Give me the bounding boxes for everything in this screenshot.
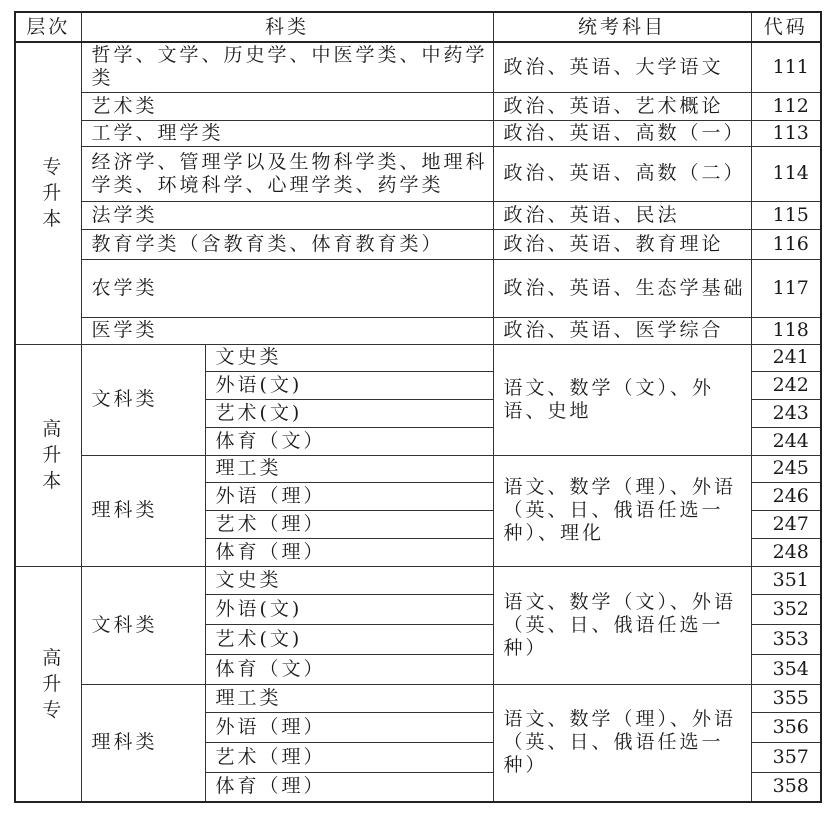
level-char: 本 xyxy=(42,470,65,492)
code-cell: 114 xyxy=(751,146,821,201)
category-cell: 艺术类 xyxy=(81,92,493,120)
level-char: 升 xyxy=(42,182,65,205)
subcategory-cell: 体育（文） xyxy=(205,427,493,455)
code-cell: 115 xyxy=(751,201,821,229)
code-cell: 241 xyxy=(751,344,821,371)
category-cell: 法学类 xyxy=(81,201,493,229)
table-row xyxy=(15,684,821,712)
table-row xyxy=(15,146,821,201)
subcategory-cell: 文史类 xyxy=(205,566,493,594)
group-wen: 文科类 xyxy=(81,344,205,455)
level-char: 升 xyxy=(42,672,65,695)
subcategory-cell: 体育（理） xyxy=(205,538,493,566)
table-row xyxy=(15,455,821,482)
level-char: 本 xyxy=(42,208,65,231)
table-row xyxy=(15,229,821,259)
level-char: 专 xyxy=(42,156,65,179)
category-cell: 农学类 xyxy=(81,259,493,317)
subcategory-cell: 体育（理） xyxy=(205,772,493,802)
code-cell: 246 xyxy=(751,482,821,510)
code-cell: 244 xyxy=(751,427,821,455)
group-li: 理科类 xyxy=(81,684,205,802)
subcategory-cell: 理工类 xyxy=(205,455,493,482)
subcategory-cell: 外语(文) xyxy=(205,594,493,624)
exam-cell: 政治、英语、医学综合 xyxy=(493,317,751,344)
subcategory-cell: 体育（文） xyxy=(205,654,493,684)
table-row xyxy=(15,120,821,146)
category-cell: 经济学、管理学以及生物科学类、地理科学类、环境科学、心理学类、药学类 xyxy=(81,146,493,201)
subcategory-cell: 外语（理） xyxy=(205,482,493,510)
code-cell: 111 xyxy=(751,42,821,92)
exam-cell: 政治、英语、艺术概论 xyxy=(493,92,751,120)
code-cell: 357 xyxy=(751,742,821,772)
code-cell: 118 xyxy=(751,317,821,344)
level-zsb xyxy=(15,42,81,344)
exam-cell: 政治、英语、生态学基础 xyxy=(493,259,751,317)
exam-cell: 政治、英语、教育理论 xyxy=(493,229,751,259)
exam-cell: 政治、英语、高数（一） xyxy=(493,120,751,146)
code-cell: 117 xyxy=(751,259,821,317)
category-cell: 教育学类（含教育类、体育教育类） xyxy=(81,229,493,259)
level-char: 高 xyxy=(42,418,65,440)
code-cell: 112 xyxy=(751,92,821,120)
code-cell: 247 xyxy=(751,510,821,538)
level-char: 升 xyxy=(42,444,65,466)
exam-cell: 政治、英语、民法 xyxy=(493,201,751,229)
code-cell: 242 xyxy=(751,371,821,399)
code-cell: 352 xyxy=(751,594,821,624)
exam-cell: 语文、数学（理）、外语（英、日、俄语任选一种） xyxy=(493,684,751,802)
code-cell: 353 xyxy=(751,624,821,654)
header-level: 层次 xyxy=(15,12,81,42)
table-row xyxy=(15,92,821,120)
code-cell: 354 xyxy=(751,654,821,684)
exam-subject-table xyxy=(14,11,822,803)
table-row xyxy=(15,566,821,594)
code-cell: 243 xyxy=(751,399,821,427)
code-cell: 358 xyxy=(751,772,821,802)
code-cell: 245 xyxy=(751,455,821,482)
code-cell: 248 xyxy=(751,538,821,566)
header-row xyxy=(15,12,821,42)
subcategory-cell: 理工类 xyxy=(205,684,493,712)
exam-cell: 政治、英语、高数（二） xyxy=(493,146,751,201)
table-row xyxy=(15,344,821,371)
exam-cell: 语文、数学（文）、外语（英、日、俄语任选一种） xyxy=(493,566,751,684)
exam-cell: 语文、数学（文）、外语、史地 xyxy=(493,344,751,455)
code-cell: 356 xyxy=(751,712,821,742)
code-cell: 355 xyxy=(751,684,821,712)
table-row xyxy=(15,201,821,229)
exam-cell: 政治、英语、大学语文 xyxy=(493,42,751,92)
category-cell: 哲学、文学、历史学、中医学类、中药学类 xyxy=(81,42,493,92)
group-wen: 文科类 xyxy=(81,566,205,684)
level-char: 专 xyxy=(42,698,65,721)
subcategory-cell: 艺术(文) xyxy=(205,399,493,427)
category-cell: 工学、理学类 xyxy=(81,120,493,146)
subcategory-cell: 艺术（理） xyxy=(205,742,493,772)
table-row xyxy=(15,259,821,317)
exam-cell: 语文、数学（理）、外语（英、日、俄语任选一种）、理化 xyxy=(493,455,751,566)
subcategory-cell: 艺术(文) xyxy=(205,624,493,654)
header-category: 科类 xyxy=(81,12,493,42)
subcategory-cell: 外语（理） xyxy=(205,712,493,742)
level-gsb xyxy=(15,344,81,566)
header-code: 代码 xyxy=(751,12,821,42)
level-char: 高 xyxy=(42,646,65,669)
group-li: 理科类 xyxy=(81,455,205,566)
category-cell: 医学类 xyxy=(81,317,493,344)
table-row xyxy=(15,317,821,344)
level-gsz xyxy=(15,566,81,802)
table-row xyxy=(15,42,821,92)
subcategory-cell: 文史类 xyxy=(205,344,493,371)
code-cell: 116 xyxy=(751,229,821,259)
subcategory-cell: 外语(文) xyxy=(205,371,493,399)
code-cell: 351 xyxy=(751,566,821,594)
subcategory-cell: 艺术（理） xyxy=(205,510,493,538)
header-exam: 统考科目 xyxy=(493,12,751,42)
code-cell: 113 xyxy=(751,120,821,146)
